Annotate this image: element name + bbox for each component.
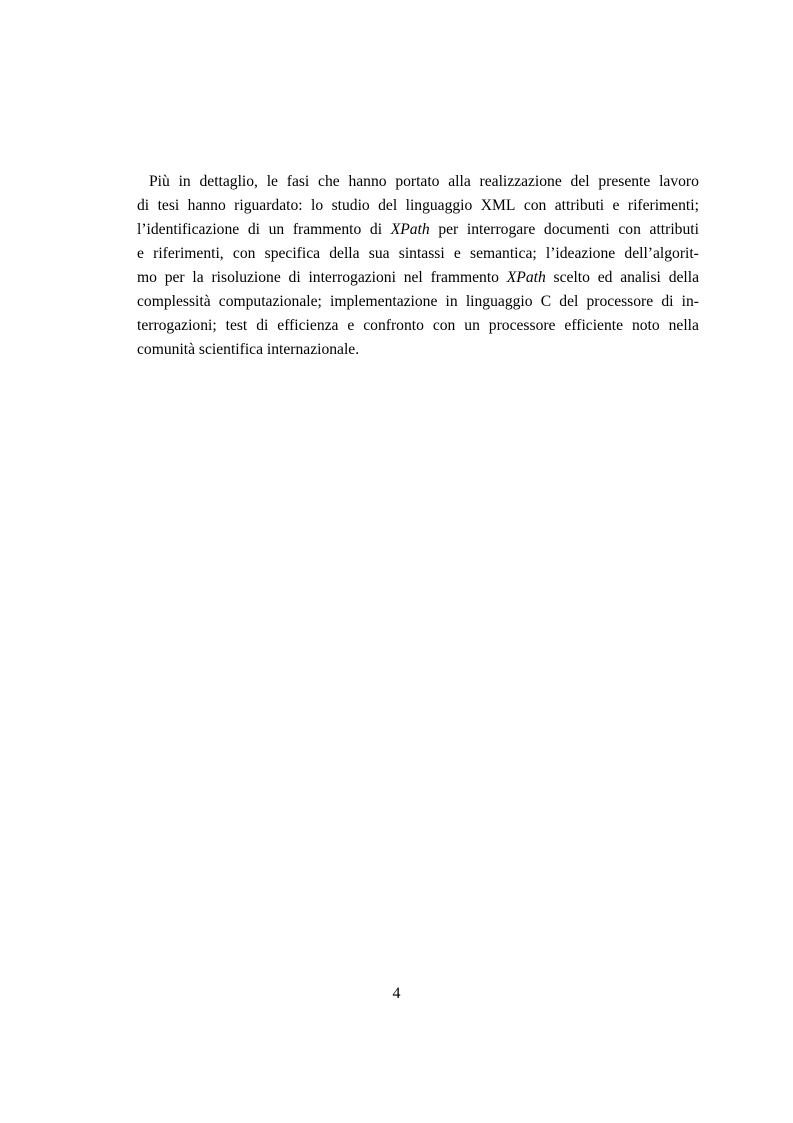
paragraph-word: per — [164, 269, 185, 286]
paragraph-word: del — [378, 197, 398, 214]
paragraph-word: per — [438, 221, 459, 238]
paragraph-word: e — [453, 245, 461, 262]
paragraph-word: efficienza — [277, 317, 339, 334]
paragraph-word: lo — [311, 197, 324, 214]
paragraph-word: studio — [331, 197, 370, 214]
body-paragraph — [137, 170, 699, 362]
paragraph-word: con — [232, 245, 256, 262]
paragraph-word: frammento — [292, 221, 362, 238]
paragraph-word: lavoro — [659, 173, 699, 190]
paragraph-word: presente — [598, 173, 651, 190]
paragraph-word: del — [559, 293, 579, 310]
paragraph-word: l’ideazione — [545, 245, 616, 262]
paragraph-word: con — [432, 317, 456, 334]
paragraph-word: di — [369, 221, 383, 238]
paragraph-word: test — [225, 317, 248, 334]
paragraph-word: XML — [480, 197, 516, 214]
paragraph-word: realizzazione — [479, 173, 562, 190]
paragraph-word: computazionale; — [218, 293, 322, 310]
paragraph-word: attributi — [649, 221, 699, 238]
paragraph-word: della — [668, 269, 699, 286]
paragraph-word: un — [464, 317, 480, 334]
paragraph-word: efficiente — [564, 317, 624, 334]
paragraph-line-2 — [137, 194, 699, 218]
paragraph-word: C — [540, 293, 552, 310]
paragraph-word: noto — [631, 317, 660, 334]
paragraph-word: XPath — [390, 221, 430, 238]
paragraph-word: in- — [681, 293, 699, 310]
paragraph-word: processore — [488, 317, 556, 334]
paragraph-line-7 — [137, 314, 699, 338]
paragraph-word: in — [178, 173, 191, 190]
paragraph-word: attributi — [554, 197, 605, 214]
paragraph-word: di — [288, 269, 301, 286]
paragraph-word: confronto — [363, 317, 424, 334]
paragraph-word: semantica; — [470, 245, 537, 262]
paragraph-word: riferimenti, — [153, 245, 224, 262]
paragraph-word: nella — [668, 317, 699, 334]
paragraph-word: portato — [395, 173, 440, 190]
paragraph-word: e — [137, 245, 144, 262]
paragraph-word: interrogazioni — [308, 269, 396, 286]
paragraph-word: terrogazioni; — [137, 317, 217, 334]
paragraph-word: sintassi — [398, 245, 445, 262]
paragraph-word: e — [347, 317, 355, 334]
paragraph-word: processore — [586, 293, 654, 310]
paragraph-word: dettaglio, — [199, 173, 258, 190]
paragraph-word: in — [445, 293, 458, 310]
paragraph-word: l’identificazione — [137, 221, 240, 238]
paragraph-word: nel — [403, 269, 423, 286]
paragraph-word: di — [137, 197, 150, 214]
paragraph-word: sua — [368, 245, 390, 262]
paragraph-word: le — [266, 173, 278, 190]
paragraph-word: analisi — [620, 269, 661, 286]
paragraph-line-5 — [137, 266, 699, 290]
paragraph-word: Più — [149, 173, 170, 190]
paragraph-line-8: comunità scientifica internazionale. — [137, 341, 360, 358]
paragraph-word: linguaggio — [405, 197, 473, 214]
paragraph-word: del — [570, 173, 590, 190]
paragraph-word: scelto — [553, 269, 590, 286]
paragraph-word: riferimenti; — [627, 197, 699, 214]
paragraph-word: la — [192, 269, 204, 286]
paragraph-word: e — [612, 197, 620, 214]
paragraph-word: fasi — [286, 173, 310, 190]
paragraph-word: di — [256, 317, 269, 334]
paragraph-line-4 — [137, 242, 699, 266]
paragraph-word: con — [523, 197, 547, 214]
paragraph-word: alla — [448, 173, 471, 190]
page-number: 4 — [392, 985, 401, 1002]
paragraph-word: di — [661, 293, 674, 310]
paragraph-word: risoluzione — [211, 269, 281, 286]
paragraph-word: hanno — [187, 197, 226, 214]
paragraph-line-3 — [137, 218, 699, 242]
paragraph-word: con — [618, 221, 641, 238]
paragraph-word: tesi — [157, 197, 180, 214]
paragraph-word: riguardato: — [234, 197, 303, 214]
paragraph-word: implementazione — [330, 293, 438, 310]
paragraph-word: della — [329, 245, 360, 262]
paragraph-word: mo — [137, 269, 157, 286]
paragraph-line-1 — [137, 170, 699, 194]
paragraph-line-6 — [137, 290, 699, 314]
paragraph-word: un — [268, 221, 285, 238]
paragraph-word: linguaggio — [465, 293, 533, 310]
paragraph-word: ed — [597, 269, 613, 286]
paragraph-word: interrogare — [466, 221, 536, 238]
paragraph-word: di — [247, 221, 260, 238]
paragraph-word: documenti — [543, 221, 610, 238]
paragraph-word: complessità — [137, 293, 211, 310]
paragraph-word: che — [318, 173, 340, 190]
paragraph-word: dell’algorit- — [624, 245, 699, 262]
paragraph-word: XPath — [506, 269, 546, 286]
paragraph-word: frammento — [430, 269, 499, 286]
paragraph-word: specifica — [264, 245, 321, 262]
paragraph-word: hanno — [348, 173, 387, 190]
